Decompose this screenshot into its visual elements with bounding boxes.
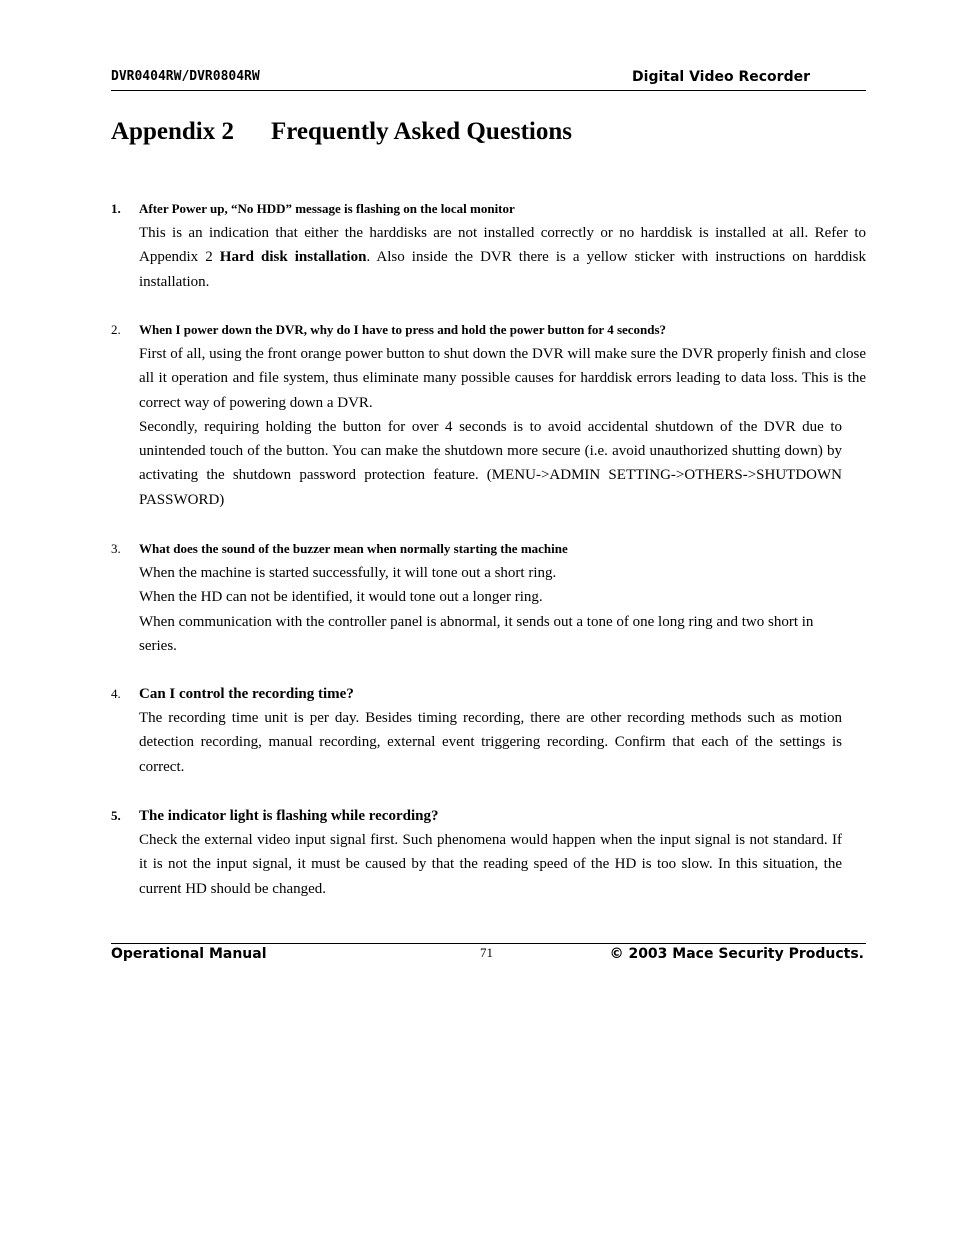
answer-paragraph: First of all, using the front orange power button to shut down the DVR will make sure the DVR properly finish and close all it operation and file system, thus eliminate many possible causes for harddisk errors leading to data loss. This is the correct way of powering down a DVR. <box>139 346 866 411</box>
faq-item-3 <box>111 539 866 658</box>
answer-line: When communication with the controller panel is abnormal, it sends out a tone of one long ring and two short in series. <box>139 613 814 654</box>
faq-question <box>111 539 866 559</box>
faq-question-text: The indicator light is flashing while recording? <box>139 808 439 824</box>
faq-number: 5. <box>111 808 121 823</box>
faq-item-2 <box>111 320 866 512</box>
faq-question <box>111 199 866 219</box>
page-footer <box>111 943 866 968</box>
faq-answer <box>139 561 842 658</box>
answer-paragraph: Check the external video input signal first. Such phenomena would happen when the input signal is not standard. If it is not the input signal, it must be caused by that the reading speed of the HD is too slow. In this situation, the current HD should be changed. <box>139 832 842 897</box>
page-title <box>111 118 572 146</box>
header-product: Digital Video Recorder <box>632 69 810 85</box>
faq-number: 4. <box>111 686 121 701</box>
faq-number: 1. <box>111 201 121 216</box>
faq-number: 3. <box>111 541 121 556</box>
faq-question <box>111 684 866 704</box>
header-model: DVR0404RW/DVR0804RW <box>111 69 260 84</box>
faq-item-4 <box>111 684 866 779</box>
faq-question-text: When I power down the DVR, why do I have to press and hold the power button for 4 seconds? <box>139 322 667 337</box>
answer-paragraph: The recording time unit is per day. Besides timing recording, there are other recording methods such as motion detection recording, manual recording, external event triggering recording. Confirm that each of the settings is correct. <box>139 710 842 775</box>
faq-item-5 <box>111 806 866 901</box>
answer-line: When the HD can not be identified, it would tone out a longer ring. <box>139 589 543 606</box>
faq-question-text: What does the sound of the buzzer mean when normally starting the machine <box>139 541 568 556</box>
appendix-title: Frequently Asked Questions <box>271 118 572 145</box>
footer-copyright: © 2003 Mace Security Products. <box>609 946 864 962</box>
page-number: 71 <box>480 945 493 960</box>
appendix-label: Appendix 2 <box>111 118 234 145</box>
answer-line: When the machine is started successfully, it will tone out a short ring. <box>139 565 557 581</box>
page-header <box>111 68 866 91</box>
answer-text: This is an indication that either the harddisks are not installed correctly or no harddisk is installed at all. Refer to Appendix 2 <box>139 225 866 266</box>
faq-question <box>111 320 866 340</box>
faq-answer <box>139 221 866 294</box>
answer-text: . Also inside the DVR there is a yellow sticker with instructions on harddisk installation. <box>139 249 866 290</box>
faq-item-1 <box>111 199 866 294</box>
faq-question <box>111 806 866 826</box>
answer-bold-reference: Hard disk installation <box>219 249 367 266</box>
faq-answer <box>139 706 842 779</box>
footer-manual-name: Operational Manual <box>111 946 267 962</box>
answer-paragraph: Secondly, requiring holding the button for over 4 seconds is to avoid accidental shutdown of the DVR due to unintended touch of the button. You can make the shutdown more secure (i.e. avoid unauthorized shutting down) by activating the shutdown password protection feature. (MENU->ADMIN SETTING->OTHERS->SHUTDOWN PASSWORD) <box>139 418 842 508</box>
faq-answer <box>139 828 842 901</box>
faq-number: 2. <box>111 322 121 337</box>
faq-answer <box>139 342 866 512</box>
faq-question-text: Can I control the recording time? <box>139 686 354 702</box>
faq-question-text: After Power up, “No HDD” message is flashing on the local monitor <box>139 201 515 216</box>
